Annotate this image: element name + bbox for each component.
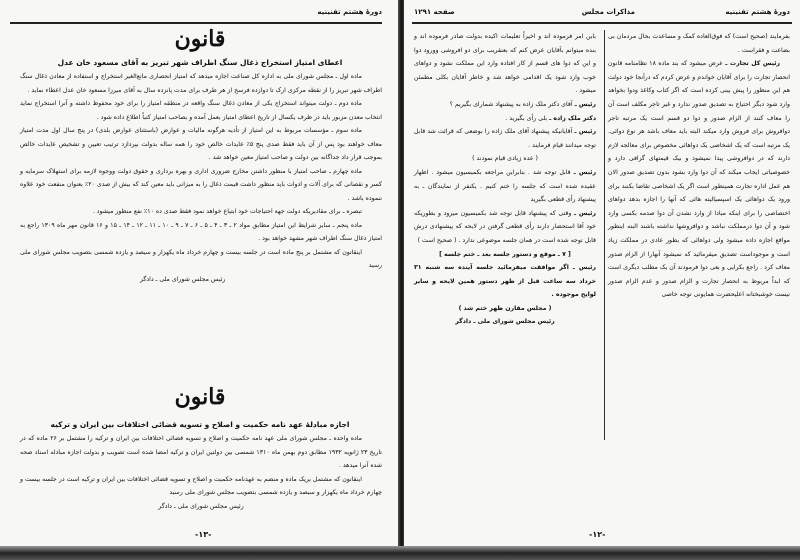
paragraph	[414, 166, 596, 207]
law2-title: قانون	[174, 384, 226, 410]
law1-article-3: ماده سوم ـ مؤسسات مربوط به این امتیاز از تأدیه هرگونه مالیات و عوارض (باستثنای عوارض بلدی) در پنج سال اول مدت امتیاز معاف خواهند بود پس از آن باید فقط صدی پنج ۵٪ عایدات خالص خود را همه ساله بدولت بپردازد ترتیب تعیین و تشخیص عایدات خالص بموجب قرار داد جداگانه بین دولت و صاحب امتیاز معین خواهد شد .	[20, 127, 382, 161]
law2-closing: اینقانون که مشتمل بریک ماده و منضم به عهدنامه حکمیت و اصلاح و تسویه قضائی اختلافات بین ایران و ترکیه است در جلسه بیست و چهارم خرداد ماه یکهزار و سیصد و یازده شمسی بتصویب مجلس شورای ملی رسید	[20, 475, 382, 496]
paragraph: بفرمایند (صحیح است) که فوق‌العاده کمک و مساعدت بحال مردمان بی بضاعت و فقراست .	[608, 33, 790, 54]
law1-subtitle: اعطای امتیاز استخراج ذغال سنگ اطراف شهر تبریز به آقای مسعود خان عدل	[57, 58, 343, 67]
page-number: -۱۲-	[589, 530, 606, 539]
speech-text: آقایانیکه پیشنهاد آقای ملک زاده را بوضعی که قرائت شد قابل توجه میدانند قیام فرمایند .	[414, 128, 596, 149]
law2-body	[20, 432, 382, 513]
paragraph	[414, 125, 596, 152]
speaker-label: رئیس ـ	[574, 100, 596, 108]
paragraph	[414, 261, 596, 302]
signature: رئیس مجلس شورای ملی ـ دادگر	[455, 318, 555, 326]
speaker-label: رئیس ـ	[573, 209, 596, 217]
speaker-label: رئیس ـ	[574, 128, 597, 136]
column-divider	[604, 30, 605, 440]
speech-text: آقای دکتر ملک زاده به پیشنهاد شمارای بگیریم ؟	[449, 100, 573, 108]
paragraph	[414, 112, 596, 126]
law1-article-4: ماده چهارم ـ صاحب امتیاز با منظور داشتن مخارج ضروری اداری و بهره برداری و حقوق دولت ووجوه لازمه برای استهلاک سرمایه و کسر و نقصانی که برای آلات و ادوات باید منظور داشت قیمت ذغال را به میزانی باید معین کند که بیش از صدی ۲۰٪ بعنوان منفعت خود علاوه ننموده باشد .	[20, 167, 382, 202]
page-number: -۱۳-	[195, 530, 212, 539]
law1-article-2: ماده دوم ـ دولت میتواند استخراج یکی از معادن ذغال سنگ واقعه در منطقه امتیاز را برای خود محفوظ داشته و آنرا استخراج نماید انتخاب معدن مزبور باید در ظرف یکسال از تاریخ اعطای امتیاز بعمل آمده و بصاحب امتیاز کتباً اطلاع داده شود .	[20, 100, 382, 121]
law1-article-1: ماده اول ـ مجلس شورای ملی به اداره کل صناعت اجازه میدهد که امتیاز انحصاری مانع‌الغیر استخراج و استفاده از معادن ذغال سنگ اطراف شهر تبریز را از نقطه مرکزی ارک تا دوازده فرسخ از هر طرف برای مدت پانزده سال به آقای میرزا مسعود خان عدل اعطاء نماید .	[20, 73, 382, 94]
page-bottom-edge	[0, 546, 800, 560]
paragraph: باین امر فرموده اند و اخیراً تعلیمات اکیده بدولت صادر فرموده اند و بنده میتوانم بآقایان عرض کنم که بعنقریب برای دو افروشی وورود دوا و این که دوا های قسم از کار افتاده وارد این مملکت نشود و دواهای خوب وارد شود یک اقدامی خواهد شد و خاطر آقایان بکلی مطمئن میشود .	[414, 33, 596, 95]
speech-text: بلی رأی بگیرید .	[505, 114, 548, 122]
speaker-label: رئیس ـ	[572, 264, 596, 272]
speech-text: عرض میشود که بند ماده ۱۸ نظامنامه قانون انحصار تجارت را برای آقایان خواندم و عرض کردم که درآنجا خود دولت هم این منظور را پیش بینی کرده است که اگر کتاب وکاغذ ودوا بخواهد وارد شود دیگر احتیاج به تصدیق صدور ندارد و غیر تاجر مکلف است آن را معاف کنند از الزام صدور و دوا دو قسم است یک مرتبه تاجر دوافروش برای فروش وارد میکند البته باید معاف باشد هر نوع دوائی. یک مرتبه است که یک اشخاصی یک دواهائی مخصوص برای معالجه لازم دارند که در دوافروشی پیدا نمیشود و بیک قیمتهای گزافی دارد و خصوصیاتی ایجاب میکند که آن دوا وارد بشود بدون تصدیق صدور الان هم عمل اداره تجارت همینطور است اگر یک اشخاصی تقاضا بکنند برای ورود یک دواهائی یک اسپسیالیته هائی که آنها را اجازه بدهد دواهای اختصاصی را برای اینکه مبادا از وارد نشدن آن دوا صدمه بکسی وارد شود و آن دوا درمملکت نباشد و دوافروشها نداشته باشند البته اینطور مواقع اجازه داده میشود ولی دواهائی که بطور عادی در مملکت زیاد است و موجوداست تصدیق میفرمائید که نمیشود آنهارا از الزام صدور معاف کرد . راجع بکرایی و بعی دوا فرمودند آن یک مطلب دیگری است که ابداً مربوط به انحصار تجارت و الزام صدور و عدم الزام صدور نیست خوشبختانه اعلیحضرت همایونی توجه خاصی	[608, 60, 790, 299]
speech-text: اگر موافقت میفرمائید جلسه آینده سه شنبه ۳۱ خرداد سه ساعت قبل از ظهر دستور همین لایحه و سایر لوایح موجوده .	[414, 264, 596, 299]
law1-note: تبصره ـ برای مقادیریکه دولت جهة احتیاجات خود ابتیاع خواهد نمود فقط صدی ده ۱۰٪ نفع منظور میشود .	[92, 208, 362, 215]
right-page	[404, 0, 800, 548]
speech-text: قابل توجه شد . بنابراین مراجعه بکمیسیون میشود . اظهار عقیده شده است که جلسه را ختم کنیم . یکنفر از نمایندگان ـ به پیشنهاد رأی قطعی بگیرید	[414, 168, 596, 204]
header-rule	[10, 22, 382, 24]
speaker-label: دکتر ملک زاده ـ	[549, 114, 596, 122]
running-header-page: صفحه ۱۲۹۱	[414, 8, 455, 16]
law1-title: قانون	[174, 26, 226, 52]
speaker-label: رئیس کل تجارت ـ	[725, 60, 780, 68]
speech-text: وقتی که پیشنهاد قابل توجه شد بکمیسیون میرود و بطوریکه خود آقا استحضار دارند رأی قطعی گرفتن در لایحه که پیشنهادی درش قابل توجه شده است در همان جلسه موضوعی ندارد . ( صحیح است )	[414, 209, 596, 244]
law1-article-5: ماده پنجم ـ سایر شرایط این امتیاز مطابق مواد ۲ ـ ۳ ـ ۴ ـ ۵ ـ ۶ ـ ۷ ـ ۹ ـ ۱۰ ـ ۱۱ ـ ۱۲ ـ ۱۴ ـ ۱۵ و ۱۶ قانون مهر ماه ۱۳۰۹ راجع به امتیاز ذغال سنگ اطراف شهر مشهد خواهد بود .	[20, 221, 382, 242]
law1-signature: رئیس مجلس شورای ملی ـ دادگر	[140, 275, 226, 283]
law1-closing: اینقانون که مشتمل بر پنج ماده است در جلسه بیست و چهارم خرداد ماه یکهزار و سیصد و یازده شمسی بتصویب مجلس شورای ملی رسید	[20, 248, 382, 269]
paragraph	[414, 98, 596, 112]
paragraph	[414, 207, 596, 248]
paragraph	[608, 57, 790, 302]
left-page	[0, 0, 400, 548]
section-heading: [ ۷ ـ موقع و دستور جلسه بعد ـ ختم جلسه ]	[439, 250, 571, 258]
column-right	[608, 30, 790, 302]
running-header-title: مذاکرات مجلس	[581, 8, 635, 16]
session-end-note: ( مجلس مقارن ظهر ختم شد )	[458, 304, 552, 312]
law2-subtitle: اجازه مبادلهٔ عهد نامه حکمیت و اصلاح و تسویه قضائی اختلافات بین ایران و ترکیه	[50, 420, 350, 429]
law2-article: ماده واحده ـ مجلس شورای ملی عهد نامه حکمیت و اصلاح و تسویه قضائی اختلافات بین ایران و ترکیه را مشتمل بر ۲۶ ماده که در تاریخ ۲۳ ژانویه ۱۹۳۲ مطابق دوم بهمن ماه ۱۳۱۰ شمسی بین دولتین ایران و ترکیه امضا شده است تصویب و بدولت اجازه مبادله اسناد صحه شده آنرا میدهد .	[20, 435, 382, 469]
law1-body	[20, 70, 382, 286]
law2-signature: رئیس مجلس شورای ملی ـ دادگر	[158, 502, 244, 510]
running-header: دورهٔ هشتم تقنینیه	[317, 8, 382, 16]
speaker-label: رئیس ـ	[573, 168, 597, 176]
running-header-volume: دورهٔ هشتم تقنینیه	[725, 8, 790, 16]
column-left	[414, 30, 596, 329]
stage-note: ( عده زیادی قیام نمودند )	[472, 155, 538, 163]
header-rule	[412, 22, 792, 24]
